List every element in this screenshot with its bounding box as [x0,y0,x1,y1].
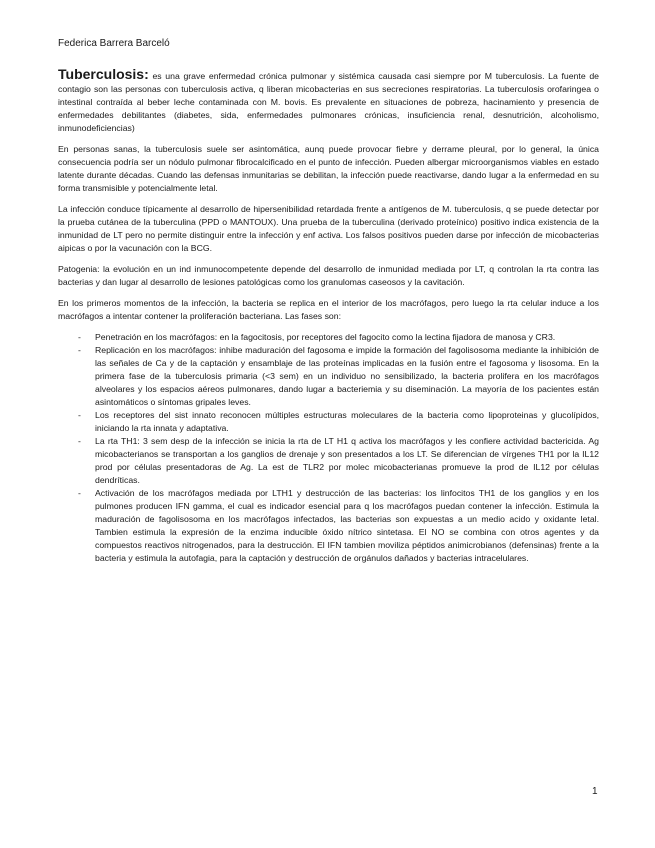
bullet-dash: - [78,410,81,420]
list-item-text: Penetración en los macrófagos: en la fagocitosis, por receptores del fagocito como la lectina fijadora de manosa y CR3. [95,332,556,342]
author-name: Federica Barrera Barceló [58,38,170,49]
paragraph-infection: La infección conduce típicamente al desarrollo de hipersenibilidad retardada frente a antígenos de M. tuberculosis, q se puede detectar por la prueba cutánea de la tuberculina (PPD o MANTOUX). Una prueba de la tuberculina (derivado proteínico) positivo indica existencia de la inmunidad de LT pero no permite distinguir entre la infección y enf activa. Los falsos positivos pueden darse por infección de micobacterias aipicas o por la vacunación con la BCG. [58,204,599,253]
bullet-dash: - [78,488,81,498]
list-item [58,487,599,565]
bullet-dash: - [78,345,81,355]
bullet-dash: - [78,436,81,446]
list-item-text: La rta TH1: 3 sem desp de la infección se inicia la rta de LT H1 q activa los macrófagos y les confiere actividad bactericida. Ag micobacterianos se transportan a los ganglios de drenaje y son presentados a los LT. Se diferencian de vírgenes TH1 por la IL12 prod por células presentadoras de Ag. La est de TLR2 por molec micobacterianas promueve la prod de IL12 por células dendríticas. [95,436,599,485]
page-number: 1 [592,786,598,797]
list-item [58,409,599,435]
list-item-text: Activación de los macrófagos mediada por LTH1 y destrucción de las bacterias: los linfocitos TH1 de los ganglios y en los pulmones producen IFN gamma, el cual es indicador esencial para q los macrófagos puedan contener la infección. Estimula la maduración de fagolisosoma en los macrófagos infectados, las bacterias son expuestas a un medio acido y oxidante letal. Tambien estimula la expresión de la enzima inducible óxido nítrico sintetasa. El NO se combina con otros agentes y da compuestos reactivos nitrogenados, para la destrucción. El IFN tambien moviliza péptidos animicrobianos (defensinas) frente a la bacteria y estimula la autofagia, para la captación y destrucción de orgánulos dañados y bacterias intracelulares. [95,488,599,563]
phases-list [58,331,599,565]
document-body [58,68,599,565]
bullet-dash: - [78,332,81,342]
paragraph-phases-intro: En los primeros momentos de la infección, la bacteria se replica en el interior de los macrófagos, pero luego la rta celular induce a los macrófagos a intentar contener la proliferación bacteriana. Las fases son: [58,298,599,321]
list-item [58,435,599,487]
section-title: Tuberculosis: [58,66,149,82]
intro-paragraph [58,68,599,135]
list-item [58,331,599,344]
list-item [58,344,599,409]
list-item-text: Replicación en los macrófagos: inhibe maduración del fagosoma e impide la formación del fagolisosoma mediante la inhibición de las señales de Ca y de la captación y ensamblaje de las proteínas implicadas en la fusión entre el fagosoma y lisosoma. En la primera fase de la tuberculosis primaria (<3 sem) en un individuo no sensibilizado, la bacteria prolifera en los macrófagos alveolares y los espacios aéreos pulmonares, dando lugar a bacteriemia y su diseminación. La mayoría de los pacientes están asintomáticos o síntomas gripales leves. [95,345,599,407]
paragraph-healthy: En personas sanas, la tuberculosis suele ser asintomática, aunq puede provocar fiebre y derrame pleural, por lo general, la única consecuencia podría ser un nódulo pulmonar fibrocalcificado en el punto de infección. Pueden albergar microorganismos viables en estado latente durante décadas. Cuando las defensas inmunitarias se debilitan, la infección puede reactivarse, dando lugar a la enfermedad en su forma transmisible y potencialmente letal. [58,144,599,193]
paragraph-pathogenesis: Patogenia: la evolución en un ind inmunocompetente depende del desarrollo de inmunidad mediada por LT, q controlan la rta contra las bacterias y dan lugar al desarrollo de lesiones patológicas como los granulomas caseosos y la cavitación. [58,264,599,287]
intro-text: es una grave enfermedad crónica pulmonar y sistémica causada casi siempre por M tuberculosis. La fuente de contagio son las personas con tuberculosis activa, q liberan micobacterias en sus secreciones respiratorias. La tuberculosis orofaringea o intestinal contraída al beber leche contaminada con M. bovis. Es prevalente en situaciones de pobreza, hacinamiento y presencia de enfermedades debilitantes (diabetes, sida, enfermedades pulmonares crónicas, insuficiencia renal, desnutrición, alcoholismo, inmunodeficiencias) [58,71,599,133]
list-item-text: Los receptores del sist innato reconocen múltiples estructuras moleculares de la bacteria como lipoproteinas y glucolípidos, iniciando la rta innata y adaptativa. [95,410,599,433]
